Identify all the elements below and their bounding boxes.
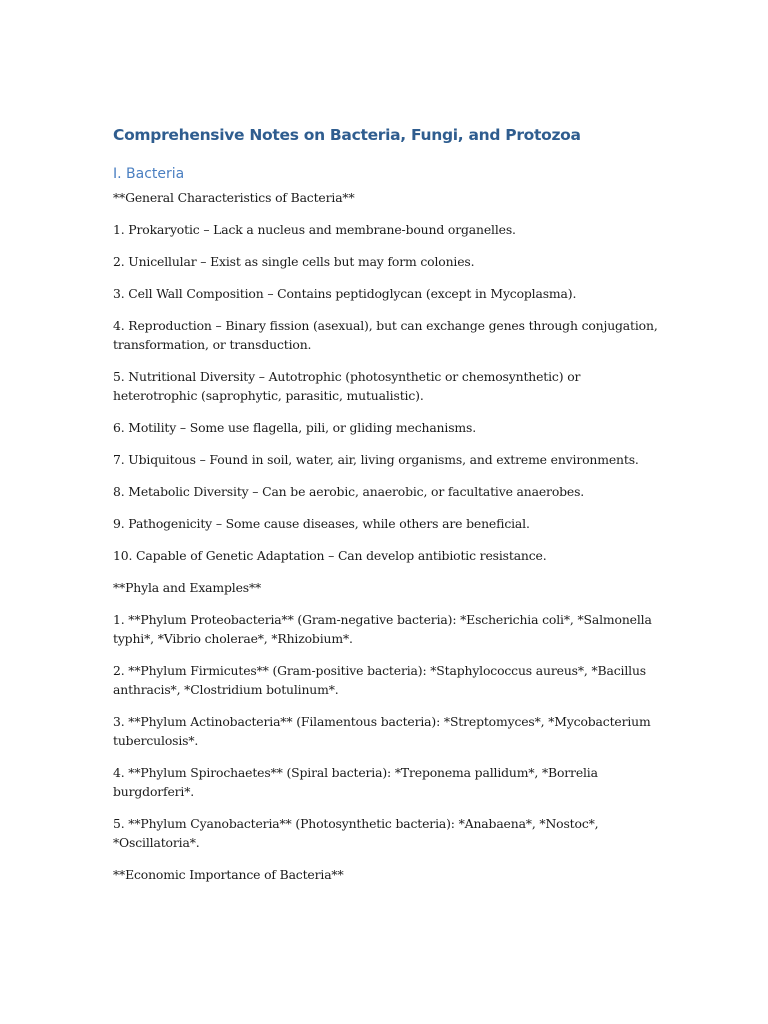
section-heading-bacteria: I. Bacteria <box>113 166 185 182</box>
list-item: 1. Prokaryotic – Lack a nucleus and membrane-bound organelles. <box>113 222 516 237</box>
list-item: 6. Motility – Some use flagella, pili, or gliding mechanisms. <box>113 420 477 435</box>
subheading-phyla-examples: **Phyla and Examples** <box>113 580 262 595</box>
document-title: Comprehensive Notes on Bacteria, Fungi, and Protozoa <box>113 126 581 144</box>
list-item: 7. Ubiquitous – Found in soil, water, air, living organisms, and extreme environments. <box>113 452 639 467</box>
list-item: 10. Capable of Genetic Adaptation – Can develop antibiotic resistance. <box>113 548 547 563</box>
list-item: 5. **Phylum Cyanobacteria** (Photosynthetic bacteria): *Anabaena*, *Nostoc*, *Oscillatoria*. <box>113 816 599 850</box>
document-body <box>113 188 658 884</box>
list-item: 2. **Phylum Firmicutes** (Gram-positive bacteria): *Staphylococcus aureus*, *Bacillus anthracis*, *Clostridium botulinum*. <box>113 663 646 697</box>
list-item: 9. Pathogenicity – Some cause diseases, while others are beneficial. <box>113 516 530 531</box>
list-item: 5. Nutritional Diversity – Autotrophic (photosynthetic or chemosynthetic) or heterotrophic (saprophytic, parasitic, mutualistic). <box>113 369 581 403</box>
list-item: 3. **Phylum Actinobacteria** (Filamentous bacteria): *Streptomyces*, *Mycobacterium tuberculosis*. <box>113 714 651 748</box>
subheading-general-characteristics: **General Characteristics of Bacteria** <box>113 190 355 205</box>
list-item: 4. **Phylum Spirochaetes** (Spiral bacteria): *Treponema pallidum*, *Borrelia burgdorferi*. <box>113 765 598 799</box>
list-item: 1. **Phylum Proteobacteria** (Gram-negative bacteria): *Escherichia coli*, *Salmonella typhi*, *Vibrio cholerae*, *Rhizobium*. <box>113 612 652 646</box>
list-item: 3. Cell Wall Composition – Contains peptidoglycan (except in Mycoplasma). <box>113 286 577 301</box>
list-item: 4. Reproduction – Binary fission (asexual), but can exchange genes through conjugation, transformation, or transduction. <box>113 318 658 352</box>
document-page <box>113 124 658 897</box>
list-item: 8. Metabolic Diversity – Can be aerobic, anaerobic, or facultative anaerobes. <box>113 484 585 499</box>
list-item: 2. Unicellular – Exist as single cells but may form colonies. <box>113 254 475 269</box>
subheading-economic-importance: **Economic Importance of Bacteria** <box>113 867 344 882</box>
